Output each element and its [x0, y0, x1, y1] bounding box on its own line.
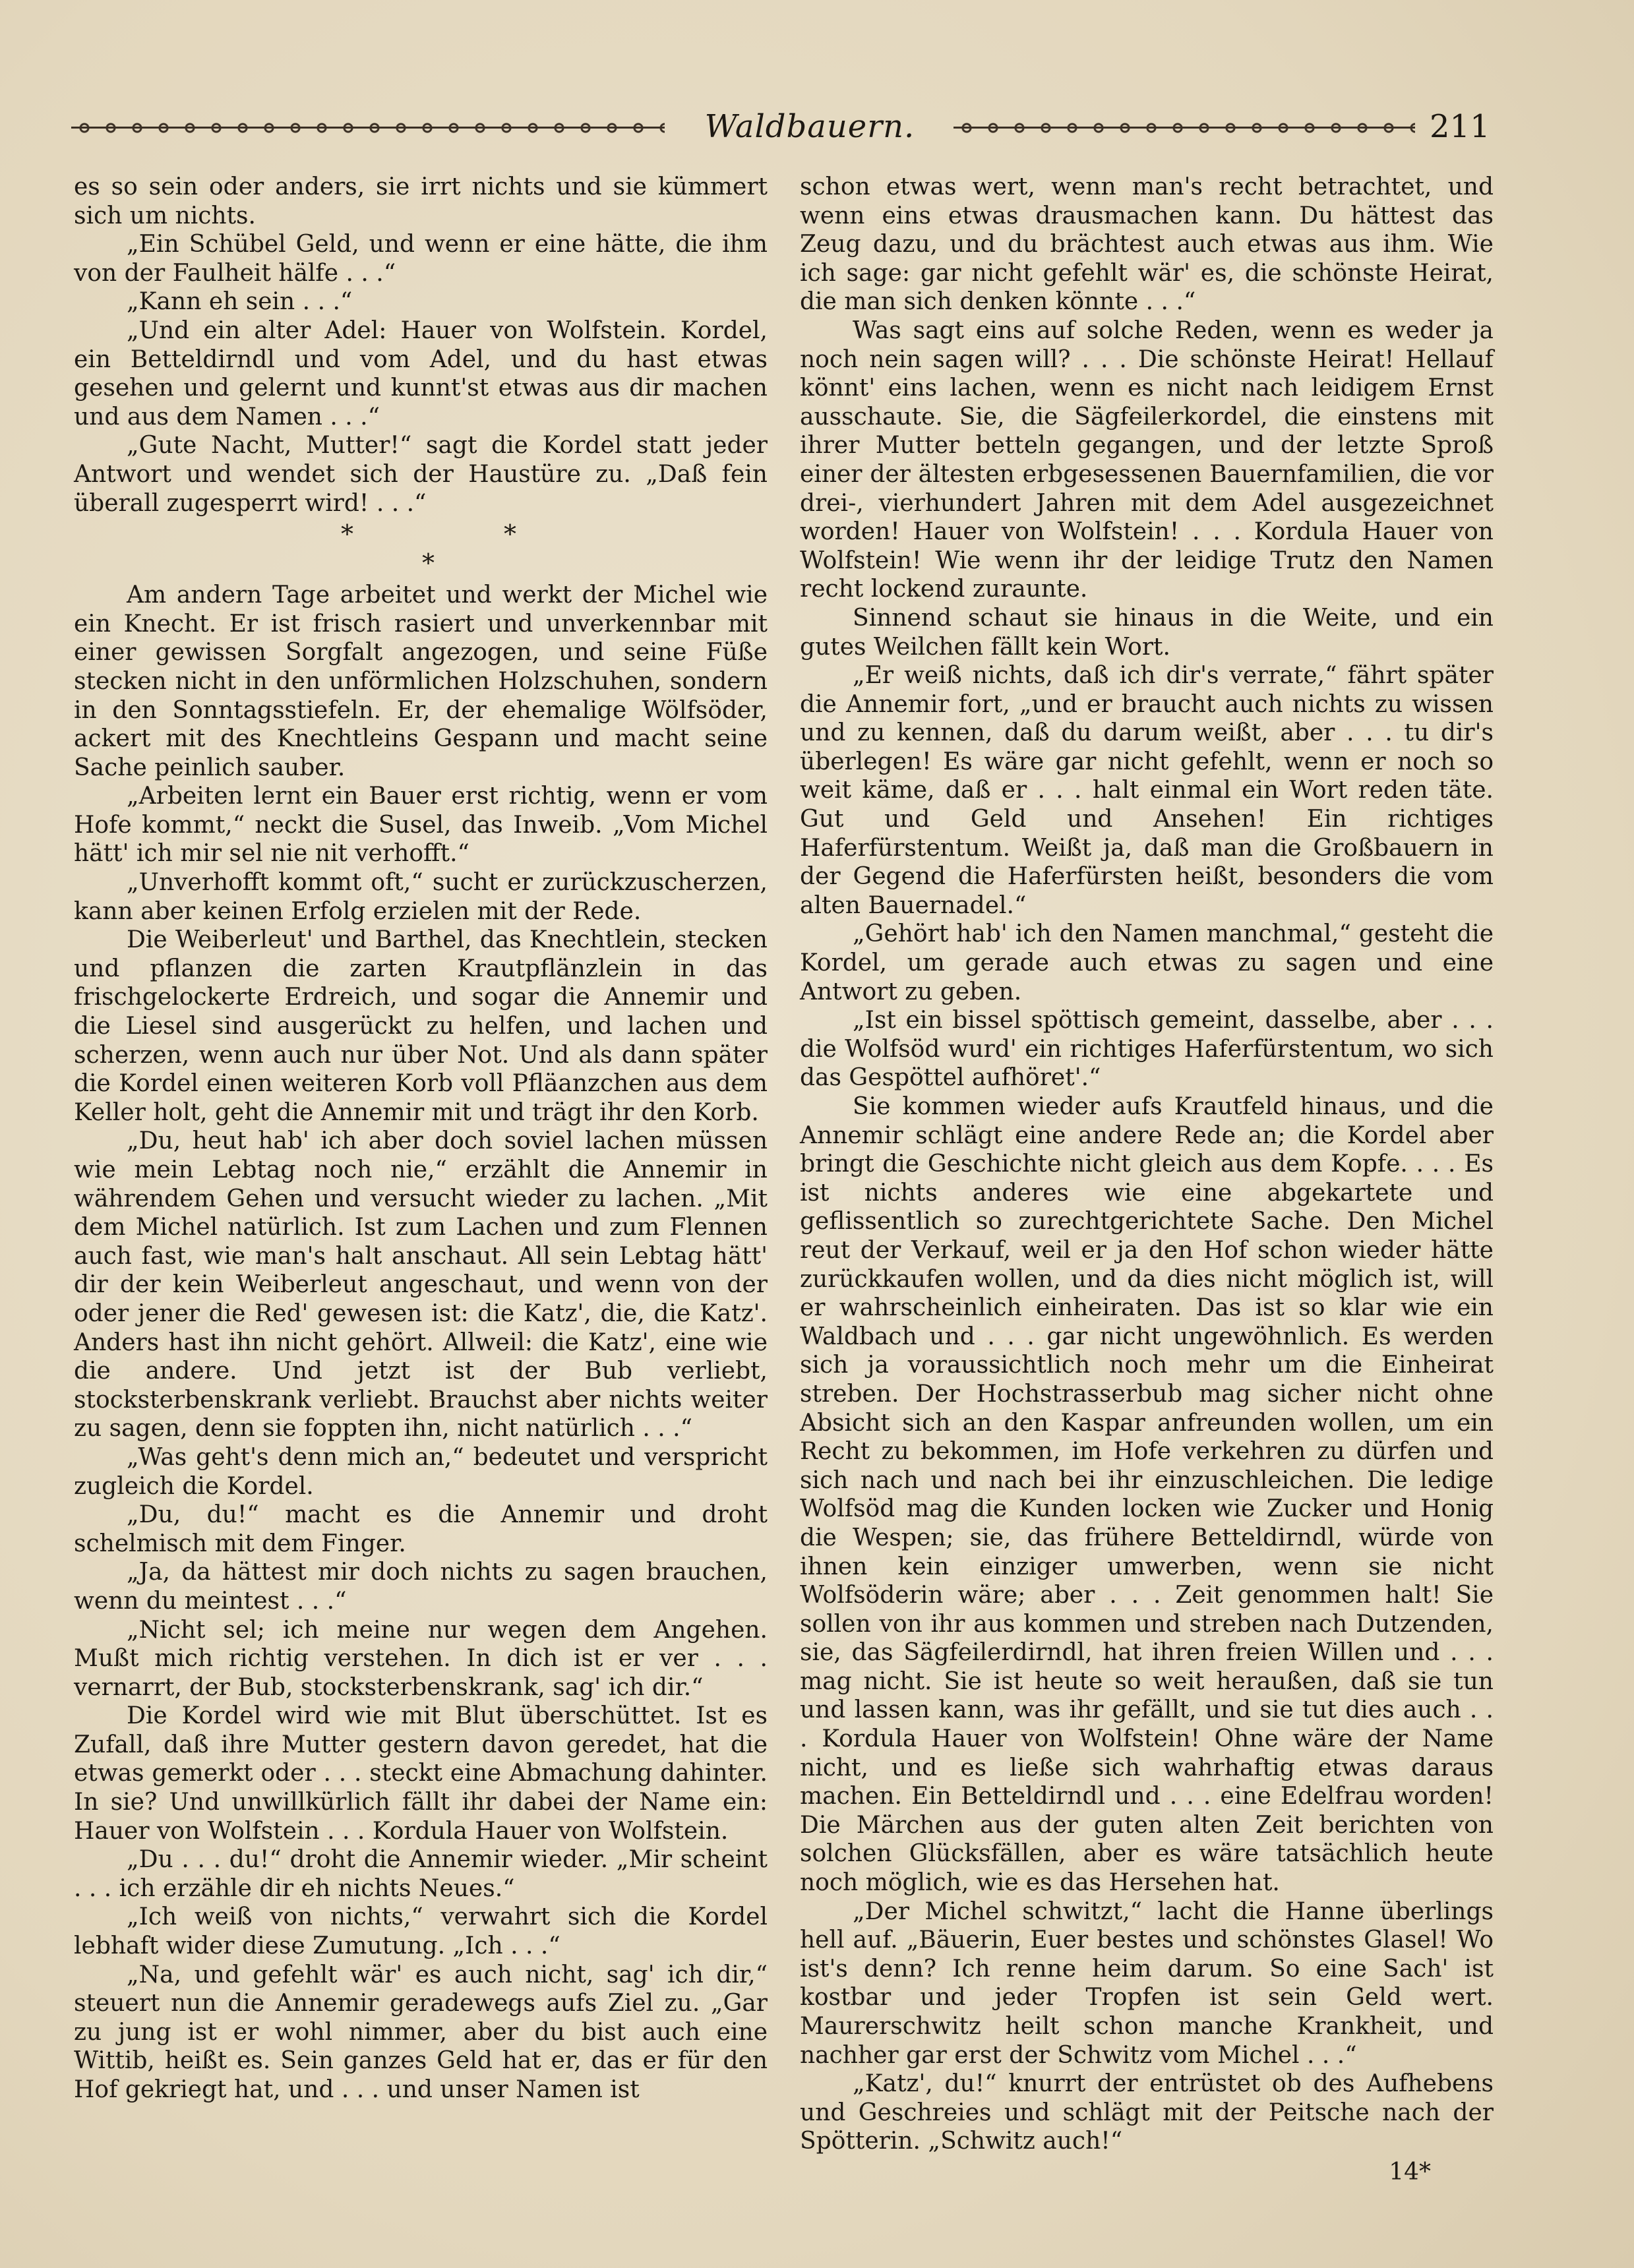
page-number: 211: [1430, 108, 1490, 145]
paragraph: „Der Michel schwitzt,“ lacht die Hanne überlings hell auf. „Bäuerin, Euer bestes und schönstes Glasel! Wo ist's denn? Ich renne heim darum. So eine Sach' ist kostbar und jeder Tropfen ist sein Geld wert. Maurerschwitz heilt schon manche Krankheit, und nachher gar erst der Schwitz vom Michel . . .“: [800, 1897, 1494, 2069]
paragraph: „Ja, da hättest mir doch nichts zu sagen brauchen, wenn du meintest . . .“: [74, 1559, 768, 1615]
paragraph: „Na, und gefehlt wär' es auch nicht, sag' ich dir,“ steuert nun die Annemir geradewegs aufs Ziel zu. „Gar zu jung ist er wohl nimmer, aber du bist auch eine Wittib, heißt es. Sein ganzes Geld hat er, das er für den Hof gekriegt hat, und . . . und unser Namen ist: [74, 1961, 768, 2103]
asterisk: *: [341, 520, 353, 549]
ornament-rule-right: [953, 127, 1415, 129]
paragraph: „Gehört hab' ich den Namen manchmal,“ gesteht die Kordel, um gerade auch etwas zu sagen und eine Antwort zu geben.: [800, 920, 1494, 1005]
paragraph: „Du, du!“ macht es die Annemir und droht schelmisch mit dem Finger.: [74, 1501, 768, 1557]
paragraph: es so sein oder anders, sie irrt nichts und sie kümmert sich um nichts.: [74, 173, 768, 229]
asterisk: *: [504, 520, 516, 549]
paragraph: Die Weiberleut' und Barthel, das Knechtlein, stecken und pflanzen die zarten Krautpflänzlein in das frischgelockerte Erdreich, und sogar die Annemir und die Liesel sind ausgerückt zu helfen, und lachen und scherzen, wenn auch nur über Not. Und als dann später die Kordel einen weiteren Korb voll Pfläanzchen aus dem Keller holt, geht die Annemir mit und trägt ihr den Korb.: [74, 926, 768, 1126]
paragraph: schon etwas wert, wenn man's recht betrachtet, und wenn eins etwas drausmachen kann. Du hättest das Zeug dazu, und du brächtest auch etwas aus ihm. Wie ich sage: gar nicht gefehlt wär' es, die schönste Heirat, die man sich denken könnte . . .“: [800, 173, 1494, 316]
asterisk: *: [422, 549, 435, 578]
signature-mark: 14*: [1389, 2159, 1431, 2186]
paragraph: Was sagt eins auf solche Reden, wenn es weder ja noch nein sagen will? . . . Die schönste Heirat! Hellauf könnt' eins lachen, wenn es nicht nach leidigem Ernst ausschaute. Sie, die Sägfeilerkordel, die einstens mit ihrer Mutter betteln gegangen, und der letzte Sproß einer der ältesten erbgesessenen Bauernfamilien, die vor drei-, vierhundert Jahren mit dem Adel ausgezeichnet worden! Hauer von Wolfstein! . . . Kordula Hauer von Wolfstein! Wie wenn ihr der leidige Trutz den Namen recht lockend zuraunte.: [800, 316, 1494, 603]
paragraph: Die Kordel wird wie mit Blut überschüttet. Ist es Zufall, daß ihre Mutter gestern davon geredet, hat die etwas gemerkt oder . . . steckt eine Abmachung dahinter. In sie? Und unwillkürlich fällt ihr dabei der Name ein: Hauer von Wolfstein . . . Kordula Hauer von Wolfstein.: [74, 1702, 768, 1845]
left-column: [74, 173, 768, 2118]
paragraph: „Und ein alter Adel: Hauer von Wolfstein. Kordel, ein Betteldirndl und vom Adel, und du hast etwas gesehen und gelernt und kunnt'st etwas aus dir machen und aus dem Namen . . .“: [74, 316, 768, 431]
paragraph: „Ist ein bissel spöttisch gemeint, dasselbe, aber . . . die Wolfsöd wurd' ein richtiges Haferfürstentum, wo sich das Gespöttel aufhöret'.“: [800, 1007, 1494, 1092]
ornament-rule-left: [71, 127, 665, 129]
paragraph: „Du, heut hab' ich aber doch soviel lachen müssen wie mein Lebtag noch nie,“ erzählt die Annemir in währendem Gehen und versucht wieder zu lachen. „Mit dem Michel natürlich. Ist zum Lachen und zum Flennen auch fast, wie man's halt anschaut. All sein Lebtag hätt' dir der kein Weiberleut angeschaut, und wenn von der oder jener die Red' gewesen ist: die Katz', die, die Katz'. Anders hast ihn nicht gehört. Allweil: die Katz', eine wie die andere. Und jetzt ist der Bub verliebt, stocksterbenskrank verliebt. Brauchst aber nichts weiter zu sagen, denn sie foppten ihn, nicht natürlich . . .“: [74, 1127, 768, 1443]
paragraph: „Ein Schübel Geld, und wenn er eine hätte, die ihm von der Faulheit hälfe . . .“: [74, 231, 768, 287]
running-head: [71, 107, 1489, 146]
running-title: Waldbauern.: [704, 108, 915, 145]
paragraph: Sinnend schaut sie hinaus in die Weite, und ein gutes Weilchen fällt kein Wort.: [800, 604, 1494, 661]
paragraph: Am andern Tage arbeitet und werkt der Michel wie ein Knecht. Er ist frisch rasiert und unverkennbar mit einer gewissen Sorgfalt angezogen, und seine Füße stecken nicht in den unförmlichen Holzschuhen, sondern in den Sonntagsstiefeln. Er, der ehemalige Wölfsöder, ackert mit des Knechtleins Gespann und macht seine Sache peinlich sauber.: [74, 582, 768, 781]
paragraph: „Kann eh sein . . .“: [127, 288, 353, 316]
paragraph: „Du . . . du!“ droht die Annemir wieder. „Mir scheint . . . ich erzähle dir eh nichts Neues.“: [74, 1846, 768, 1902]
paragraph: „Unverhofft kommt oft,“ sucht er zurückzuscherzen, kann aber keinen Erfolg erzielen mit der Rede.: [74, 869, 768, 925]
paragraph: Sie kommen wieder aufs Krautfeld hinaus, und die Annemir schlägt eine andere Rede an; die Kordel aber bringt die Geschichte nicht gleich aus dem Kopfe. . . . Es ist nichts anderes wie eine abgekartete und geflissentlich so zurechtgerichtete Sache. Den Michel reut der Verkauf, weil er ja den Hof schon wieder hätte zurückkaufen wollen, und da dies nicht möglich ist, will er wahrscheinlich einheiraten. Das ist so klar wie ein Waldbach und . . . gar nicht ungewöhnlich. Es werden sich ja voraussichtlich noch mehr um die Einheirat streben. Der Hochstrasserbub mag sicher nicht ohne Absicht sich an den Kaspar anfreunden wollen, um ein Recht zu bekommen, im Hofe verkehren zu dürfen und sich nach und nach bei ihr einzuschleichen. Die ledige Wolfsöd mag die Kunden locken wie Zucker und Honig die Wespen; sie, das frühere Betteldirndl, würde von ihnen kein einziger umwerben, wenn sie nicht Wolfsöderin wäre; aber . . . Zeit genommen halt! Sie sollen von ihr aus kommen und streben nach Dutzenden, sie, das Sägfeilerdirndl, hat ihren freien Willen und . . . mag nicht. Sie ist heute so weit heraußen, daß sie tun und lassen kann, was ihr gefällt, und sie tut dies auch . . . Kordula Hauer von Wolfstein! Ohne wäre der Name nicht, und es ließe sich wahrhaftig etwas daraus machen. Ein Betteldirndl und . . . eine Edelfrau worden! Die Märchen aus der guten alten Zeit berichten von solchen Glücksfällen, aber es wäre tatsächlich heute noch möglich, wie es das Hersehen hat.: [800, 1093, 1494, 1897]
paragraph: „Nicht sel; ich meine nur wegen dem Angehen. Mußt mich richtig verstehen. In dich ist er ver . . . vernarrt, der Bub, stocksterbenskrank, sag' ich dir.“: [74, 1616, 768, 1701]
paragraph: „Katz', du!“ knurrt der entrüstet ob des Aufhebens und Geschreies und schlägt mit der Peitsche nach der Spötterin. „Schwitz auch!“: [800, 2070, 1494, 2155]
paragraph: „Ich weiß von nichts,“ verwahrt sich die Kordel lebhaft wider diese Zumutung. „Ich . . .“: [74, 1903, 768, 1960]
paragraph: „Was geht's denn mich an,“ bedeutet und verspricht zugleich die Kordel.: [74, 1443, 768, 1500]
paragraph: „Er weiß nichts, daß ich dir's verrate,“ fährt später die Annemir fort, „und er braucht auch nichts zu wissen und zu kennen, daß du darum weißt, aber . . . tu dir's überlegen! Es wäre gar nicht gefehlt, wenn er noch so weit käme, daß er . . . halt einmal ein Wort reden täte. Gut und Geld und Ansehen! Ein richtiges Haferfürstentum. Weißt ja, daß man die Großbauern in der Gegend die Haferfürsten heißt, besonders die vom alten Bauernadel.“: [800, 662, 1494, 919]
paragraph: „Arbeiten lernt ein Bauer erst richtig, wenn er vom Hofe kommt,“ neckt die Susel, das Inweib. „Vom Michel hätt' ich mir sel nie nit verhofft.“: [74, 783, 768, 868]
right-column: [800, 173, 1494, 2155]
section-break-asterisks: [74, 518, 768, 581]
paragraph: „Gute Nacht, Mutter!“ sagt die Kordel statt jeder Antwort und wendet sich der Haustüre zu. „Daß fein überall zugesperrt wird! . . .“: [74, 432, 768, 517]
